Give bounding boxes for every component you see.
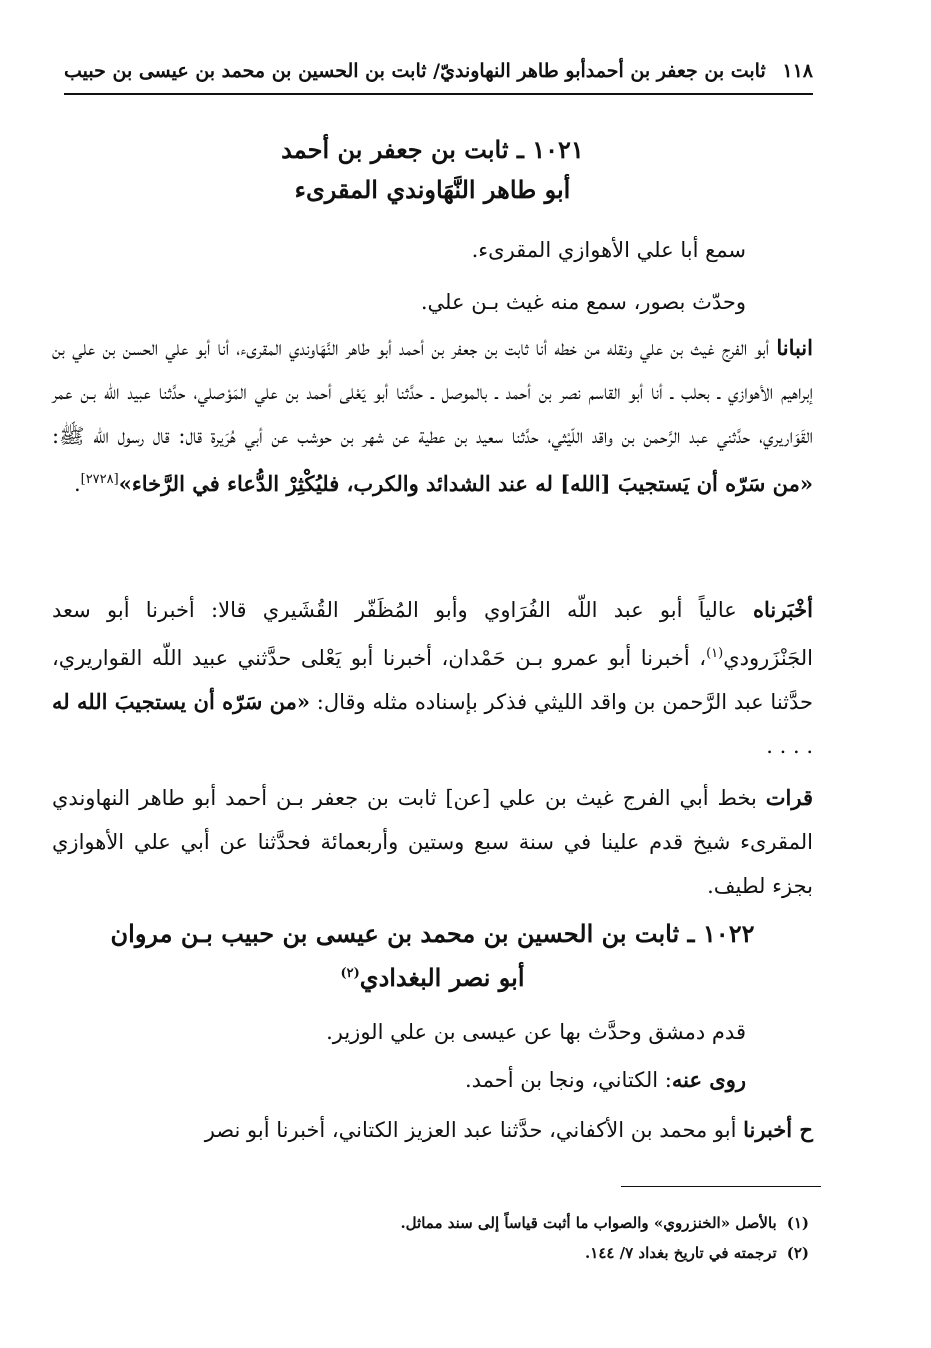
entry-title: ١٠٢٢ ـ ثابت بن الحسين بن محمد بن عيسى بن حبيب بـن مروان <box>110 919 755 948</box>
footnote <box>120 1208 809 1238</box>
entry-subtitle: أبو طاهر النَّهَاوندي المقرىء <box>294 175 571 204</box>
entry-subtitle <box>52 954 813 998</box>
entry-title: ١٠٢١ ـ ثابت بن جعفر بن أحمد <box>281 135 584 164</box>
reference-number: [٢٧٢٨] <box>80 472 119 487</box>
paragraph-text: عالياً أبو عبد اللّه الفُرَاوي وأبو المُظَفّر القُشَيري قالا: أخبرنا أبو سعد الجَنْزَرودي <box>52 598 813 670</box>
running-head <box>64 60 813 82</box>
footnote <box>120 1238 809 1268</box>
hadith-text: «من سَرّه أن يَستجيبَ [الله] له عند الشدائد والكرب، فليُكْثِرْ الدُّعاء في الرَّخاء» <box>118 471 813 496</box>
lead-word: انبانا <box>776 335 813 360</box>
text: أبو محمد بن الأكفاني، حدَّثنا عبد العزيز الكتاني، أخبرنا أبو نصر <box>204 1118 744 1142</box>
footnotes <box>120 1208 809 1268</box>
entry-1021-heading <box>52 130 813 210</box>
entry-1022-para <box>52 1108 813 1152</box>
footnote-number: (١) <box>786 1214 809 1232</box>
text-line: وحدّث بصور، سمع منه غيث بـن علي. <box>420 290 746 314</box>
footnote-rule <box>621 1186 821 1187</box>
text-line: سمع أبا علي الأهوازي المقرىء. <box>471 238 746 262</box>
entry-1021-intro <box>52 228 746 324</box>
footnote-number: (٢) <box>786 1244 809 1262</box>
entry-1022-heading <box>52 914 813 998</box>
running-title: ثابت بن جعفر بن أحمدأبو طاهر النهاونديّ/ ثابت بن الحسين بن محمد بن عيسى بن حبيب <box>64 60 766 82</box>
text: : الكتاني، ونجا بن أحمد. <box>464 1068 672 1092</box>
paragraph: انبانا أبو الفرج غيث بن علي ونقله من خطه أنا ثابت بن جعفر بن أحمد أبو طاهر النَّهَاوندي المقرىء، أنا أبو علي الحسن بن علي بن إبراهيم الأهوازي ـ بحلب ـ أنا أبو القاسم نصر بن أحمد ـ بالموصل ـ حدَّثنا أبو يَعْلى أحمد بن علي المَوْصلي، حدَّثنا عبيد اللّه بـن عمر القَوَاريري، حدَّثني عبد الرَّحمن بن واقد اللّيْثي، حدَّثنا سعيد بن عطية عن شهر بن حوشب عن أبي هُرَيرة قال: قال رسول الله ﷺ: «من سَرّه أن يَستجيبَ [الله] له عند الشدائد والكرب، فليُكْثِرْ الدُّعاء في الرَّخاء»[٢٧٢٨]. <box>52 335 813 496</box>
text-line <box>52 1108 813 1152</box>
lead-word: ح أخبرنا <box>743 1117 813 1142</box>
footnote-text: بالأصل «الخنزروي» والصواب ما أثبت قياساً إلى سند مماثل. <box>400 1214 777 1232</box>
header-rule <box>64 93 813 95</box>
footnote-text: ترجمته في تاريخ بغداد ٧/ ١٤٤. <box>585 1244 777 1262</box>
text-line <box>52 1058 746 1102</box>
paragraph-text: ، أخبرنا أبو عمرو بـن حَمْدان، أخبرنا أبو يَعْلى حدَّثني عبيد اللّه القواريري، حدَّثنا عبد الرَّحمن بن واقد الليثي فذكر بإسناده مثله وقال: <box>52 646 814 714</box>
paragraph <box>52 776 813 908</box>
text-line: قدم دمشق وحدَّث بها عن عيسى بن علي الوزير. <box>326 1020 746 1044</box>
paragraph-text: بخط أبي الفرج غيث بن علي [عن] ثابت بن جعفر بـن أحمد أبو طاهر النهاوندي المقرىء شيخ قدم علينا في سنة سبع وستين وأربعمائة فحدَّثنا عن أبي علي الأهوازي بجزء لطيف. <box>52 786 813 898</box>
ellipsis: . . . . <box>766 734 813 758</box>
entry-1022-body <box>52 1010 746 1102</box>
hadith-text: «من سَرّه أن يستجيبَ الله له <box>52 689 311 714</box>
entry-1021-para3 <box>52 776 813 908</box>
footnote-marker: (٢) <box>340 966 360 981</box>
entry-1021-para2 <box>52 588 813 768</box>
lead-word: روى عنه <box>671 1067 746 1092</box>
footnote-marker: (١) <box>706 646 724 661</box>
page-number: ١١٨ <box>782 60 813 82</box>
paragraph-text: أبو الفرج غيث بن علي ونقله من خطه أنا ثابت بن جعفر بن أحمد أبو طاهر النَّهَاوندي المقرىء، أنا أبو علي الحسن بن علي بن إبراهيم الأهوازي ـ بحلب ـ أنا أبو القاسم نصر بن أحمد ـ بالموصل ـ حدَّثنا أبو يَعْلى أحمد بن علي المَوْصلي، حدَّثنا عبيد اللّه بـن عمر القَوَاريري، حدَّثني عبد الرَّحمن بن واقد اللّيْثي، حدَّثنا سعيد بن عطية عن شهر بن حوشب عن أبي هُرَيرة قال: قال رسول الله ﷺ: <box>52 336 813 448</box>
lead-word: أخْبَرناه <box>753 597 813 622</box>
entry-subtitle-text: أبو نصر البغدادي <box>359 963 525 992</box>
paragraph <box>52 588 813 768</box>
entry-1021-para1 <box>52 326 813 506</box>
lead-word: قرات <box>765 785 813 810</box>
